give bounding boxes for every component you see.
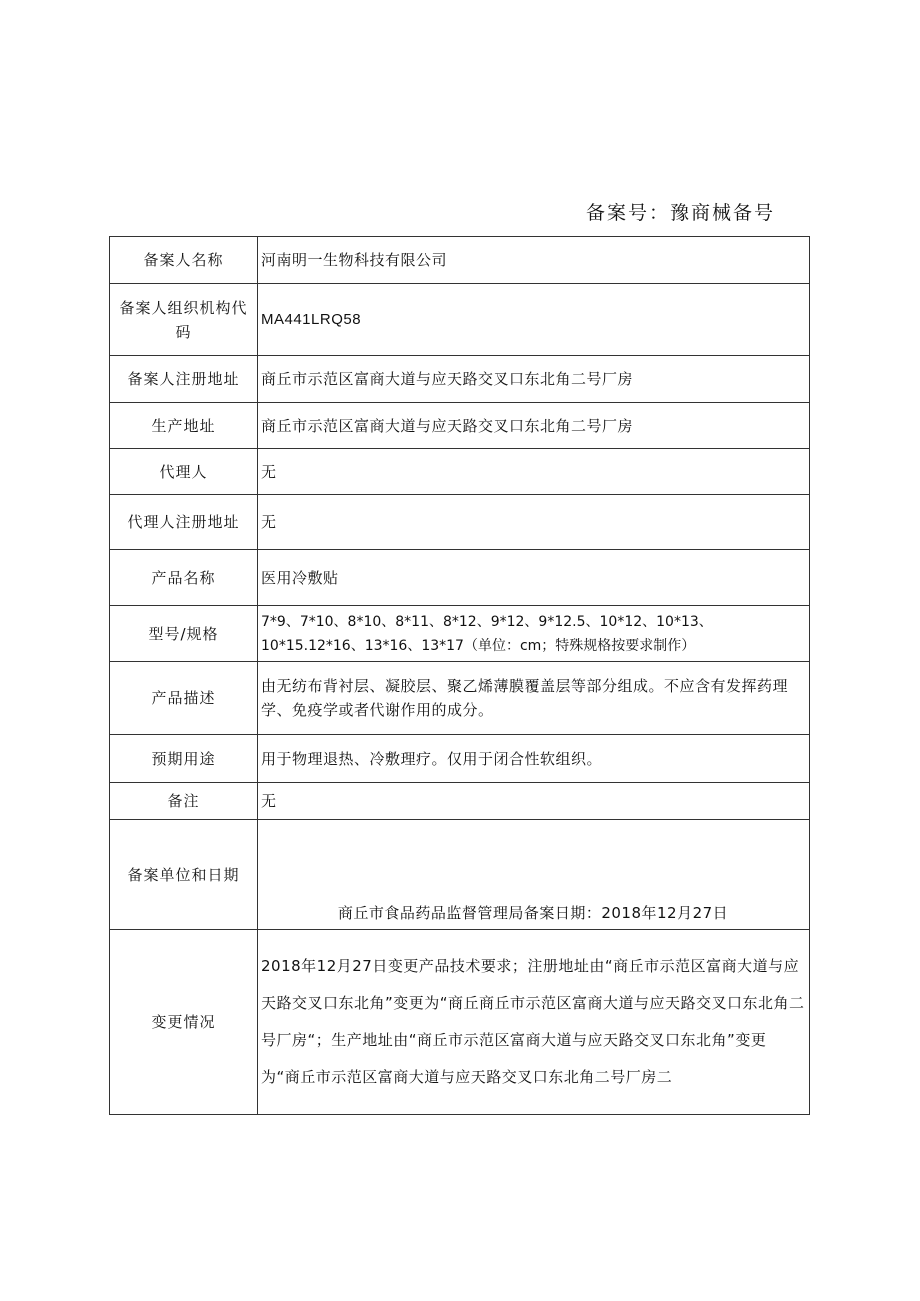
table-row [110, 495, 810, 550]
row-label: 变更情况 [110, 930, 258, 1115]
row-label: 预期用途 [110, 735, 258, 783]
row-value: MA441LRQ58 [258, 284, 810, 356]
table-row [110, 735, 810, 783]
row-value: 无 [258, 449, 810, 495]
row-value: 医用冷敷贴 [258, 550, 810, 606]
row-label: 备案人组织机构代码 [110, 284, 258, 356]
table-row [110, 284, 810, 356]
row-label: 产品名称 [110, 550, 258, 606]
row-value: 2018年12月27日变更产品技术要求；注册地址由“商丘市示范区富商大道与应天路交叉口东北角”变更为“商丘商丘市示范区富商大道与应天路交叉口东北角二号厂房“；生产地址由“商丘市示范区富商大道与应天路交叉口东北角”变更为“商丘市示范区富商大道与应天路交叉口东北角二号厂房二 [258, 930, 810, 1115]
table-row [110, 550, 810, 606]
row-label: 备案人注册地址 [110, 356, 258, 403]
table-row [110, 820, 810, 930]
table-row [110, 237, 810, 284]
table-row [110, 606, 810, 662]
table-row [110, 783, 810, 820]
row-value: 由无纺布背衬层、凝胶层、聚乙烯薄膜覆盖层等部分组成。不应含有发挥药理学、免疫学或者代谢作用的成分。 [258, 662, 810, 735]
table-row [110, 356, 810, 403]
row-value: 7*9、7*10、8*10、8*11、8*12、9*12、9*12.5、10*12、10*13、10*15.12*16、13*16、13*17（单位：cm；特殊规格按要求制作） [258, 606, 810, 662]
row-label: 备注 [110, 783, 258, 820]
table-row [110, 662, 810, 735]
table-row [110, 403, 810, 449]
table-row [110, 930, 810, 1115]
row-label: 型号/规格 [110, 606, 258, 662]
row-label: 产品描述 [110, 662, 258, 735]
row-label: 代理人注册地址 [110, 495, 258, 550]
row-value: 河南明一生物科技有限公司 [258, 237, 810, 284]
row-value: 用于物理退热、冷敷理疗。仅用于闭合性软组织。 [258, 735, 810, 783]
table-row [110, 449, 810, 495]
row-value: 无 [258, 495, 810, 550]
record-number: 备案号：豫商械备号 [586, 202, 776, 224]
row-label: 代理人 [110, 449, 258, 495]
record-table [109, 236, 810, 1115]
row-label: 备案人名称 [110, 237, 258, 284]
row-label: 生产地址 [110, 403, 258, 449]
row-label: 备案单位和日期 [110, 820, 258, 930]
row-value: 商丘市食品药品监督管理局备案日期：2018年12月27日 [258, 820, 810, 930]
row-value: 商丘市示范区富商大道与应天路交叉口东北角二号厂房 [258, 356, 810, 403]
row-value: 商丘市示范区富商大道与应天路交叉口东北角二号厂房 [258, 403, 810, 449]
row-value: 无 [258, 783, 810, 820]
